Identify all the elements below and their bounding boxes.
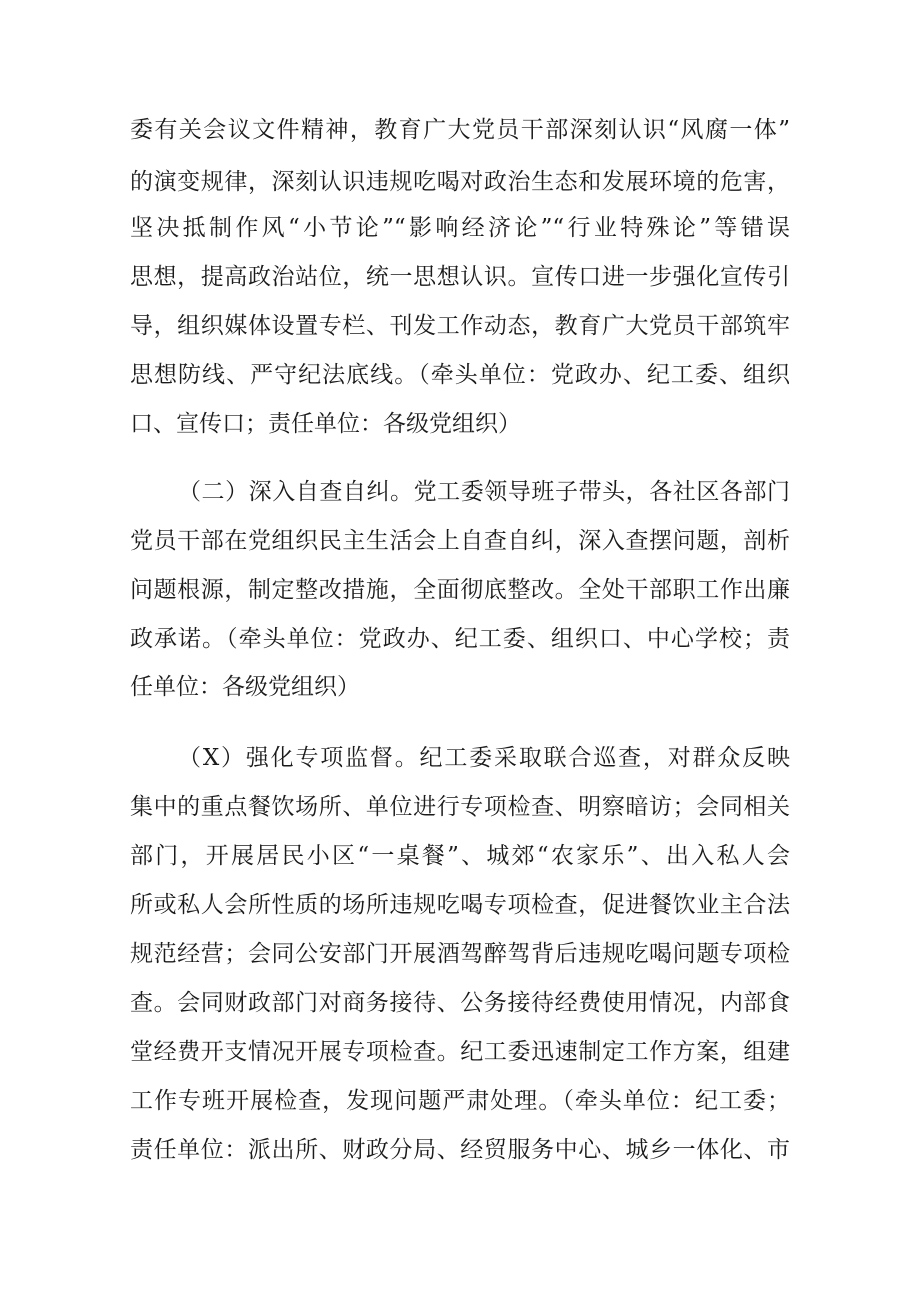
para-1-line-1: 委有关会议文件精神，教育广大党员干部深刻认识“风腐一体” — [130, 117, 790, 143]
para-1-line-7: 口、宣传口；责任单位：各级党组织） — [130, 411, 521, 437]
para-3-line-8: 工作专班开展检查，发现问题严肃处理。（牵头单位：纪工委； — [130, 1088, 790, 1114]
para-2-line-4: 政承诺。（牵头单位：党政办、纪工委、组织口、中心学校；责 — [130, 626, 790, 652]
para-3-line-4: 所或私人会所性质的场所违规吃喝专项检查，促进餐饮业主合法 — [130, 892, 790, 918]
para-3-line-1: （X）强化专项监督。纪工委采取联合巡查，对群众反映 — [178, 745, 790, 771]
para-1-line-6: 思想防线、严守纪法底线。（牵头单位：党政办、纪工委、组织 — [130, 362, 790, 388]
para-2-line-2: 党员干部在党组织民主生活会上自查自纠，深入查摆问题，剖析 — [130, 528, 790, 554]
para-3-line-3: 部门，开展居民小区“一桌餐”、城郊“农家乐”、出入私人会 — [130, 843, 790, 869]
para-3-line-7: 堂经费开支情况开展专项检查。纪工委迅速制定工作方案，组建 — [130, 1039, 790, 1065]
para-1-line-4: 思想，提高政治站位，统一思想认识。宣传口进一步强化宣传引 — [130, 264, 790, 290]
para-1-line-2: 的演变规律，深刻认识违规吃喝对政治生态和发展环境的危害， — [130, 169, 790, 195]
para-3-line-2: 集中的重点餐饮场所、单位进行专项检查、明察暗访；会同相关 — [130, 794, 790, 820]
para-2-line-5: 任单位：各级党组织） — [130, 674, 360, 700]
para-3-line-6: 查。会同财政部门对商务接待、公务接待经费使用情况，内部食 — [130, 990, 790, 1016]
para-3-line-9: 责任单位：派出所、财政分局、经贸服务中心、城乡一体化、市 — [130, 1137, 790, 1163]
para-2-line-3: 问题根源，制定整改措施，全面彻底整改。全处干部职工作出廉 — [130, 577, 790, 603]
para-3-line-5: 规范经营；会同公安部门开展酒驾醉驾背后违规吃喝问题专项检 — [130, 941, 790, 967]
para-2-line-1: （二）深入自查自纠。党工委领导班子带头，各社区各部门 — [178, 479, 790, 505]
para-1-line-5: 导，组织媒体设置专栏、刊发工作动态，教育广大党员干部筑牢 — [130, 313, 790, 339]
para-1-line-3: 坚决抵制作风“小节论”“影响经济论”“行业特殊论”等错误 — [130, 215, 790, 241]
